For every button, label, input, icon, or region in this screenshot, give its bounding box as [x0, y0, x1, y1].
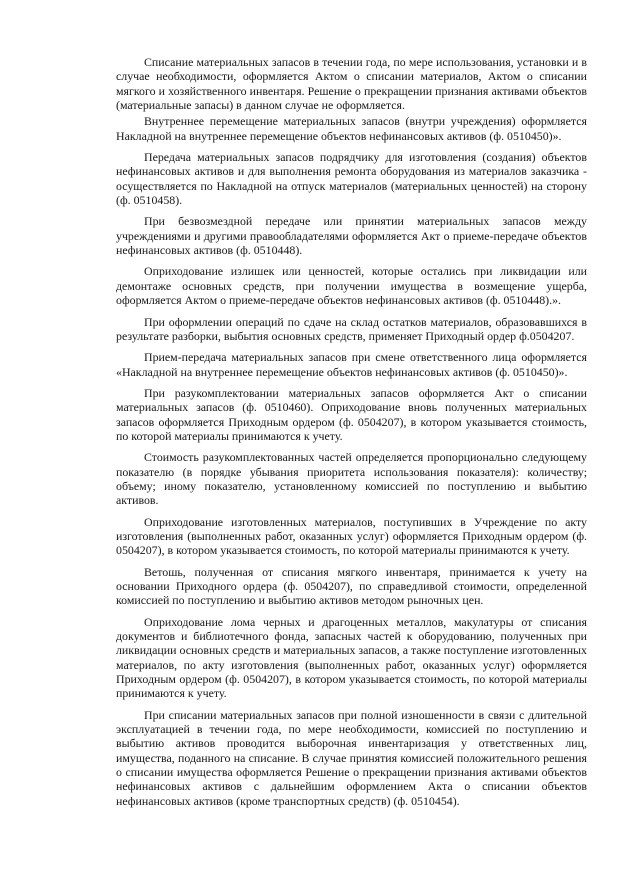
paragraph: Оприходование лома черных и драгоценных металлов, макулатуры от списания документов и библиотечного фонда, запасных частей к оборудованию, полученных при ликвидации основных средств и материальных запасов, а также поступление изготовленных материалов, по акту изготовления (выполненных работ, оказанных услуг) оформляется Приходным ордером (ф. 0504207), в котором указывается стоимость, по которой материалы принимаются к учету. [116, 614, 587, 701]
paragraph: При безвозмездной передаче или принятии материальных запасов между учреждениями и другими правообладателями оформляется Акт о приеме-передаче объектов нефинансовых активов (ф. 0510448). [116, 214, 587, 258]
paragraph: Передача материальных запасов подрядчику для изготовления (создания) объектов нефинансовых активов и для выполнения ремонта оборудования из материалов заказчика - осуществляется по Накладной на отпуск материалов (материальных ценностей) на сторону (ф. 0510458). [116, 150, 587, 208]
paragraph: При разукомплектовании материальных запасов оформляется Акт о списании материальных запасов (ф. 0510460). Оприходование вновь полученных материальных запасов оформляется Приходным ордером (ф. 0504207), в котором указывается стоимость, по которой материалы принимаются к учету. [116, 385, 587, 443]
paragraph: При оформлении операций по сдаче на склад остатков материалов, образовавшихся в результате разборки, выбытия основных средств, применяет Приходный ордер ф.0504207. [116, 314, 587, 343]
paragraph: Стоимость разукомплектованных частей определяется пропорционально следующему показателю (в порядке убывания приоритета использования показателя): количеству; объему; иному показателю, установленному комиссией по поступлению и выбытию активов. [116, 450, 587, 508]
paragraph: Внутреннее перемещение материальных запасов (внутри учреждения) оформляется Накладной на внутреннее перемещение объектов нефинансовых активов (ф. 0510450)». [116, 114, 587, 143]
document-body [116, 55, 587, 810]
paragraph: Списание материальных запасов в течении года, по мере использования, установки и в случае необходимости, оформляется Актом о списании материалов, Актом о списании мягкого и хозяйственного инвентаря. Решение о прекращении признания активами объектов (материальные запасы) в данном случае не оформляется. [116, 55, 587, 113]
paragraph: Прием-передача материальных запасов при смене ответственного лица оформляется «Накладной на внутреннее перемещение объектов нефинансовых активов (ф. 0510450)». [116, 350, 587, 379]
paragraph: Ветошь, полученная от списания мягкого инвентаря, принимается к учету на основании Приходного ордера (ф. 0504207), по справедливой стоимости, определенной комиссией по поступлению и выбытию активов методом рыночных цен. [116, 564, 587, 608]
paragraph: При списании материальных запасов при полной изношенности в связи с длительной эксплуатацией в течении года, по мере необходимости, комиссией по поступлению и выбытию активов проводится выборочная инвентаризация у ответственных лиц, имущества, поданного на списание. В случае принятия комиссией положительного решения о списании имущества оформляется Решение о прекращении признания активами объектов нефинансовых активов с дальнейшим оформлением Акта о списании объектов нефинансовых активов (кроме транспортных средств) (ф. 0510454). [116, 707, 587, 808]
paragraph: Оприходование изготовленных материалов, поступивших в Учреждение по акту изготовления (выполненных работ, оказанных услуг) оформляется Приходным ордером (ф. 0504207), в котором указывается стоимость, по которой материалы принимаются к учету. [116, 514, 587, 558]
paragraph: Оприходование излишек или ценностей, которые остались при ликвидации или демонтаже основных средств, при получении имущества в возмещение ущерба, оформляется Актом о приеме-передаче объектов нефинансовых активов (ф. 0510448).». [116, 264, 587, 308]
